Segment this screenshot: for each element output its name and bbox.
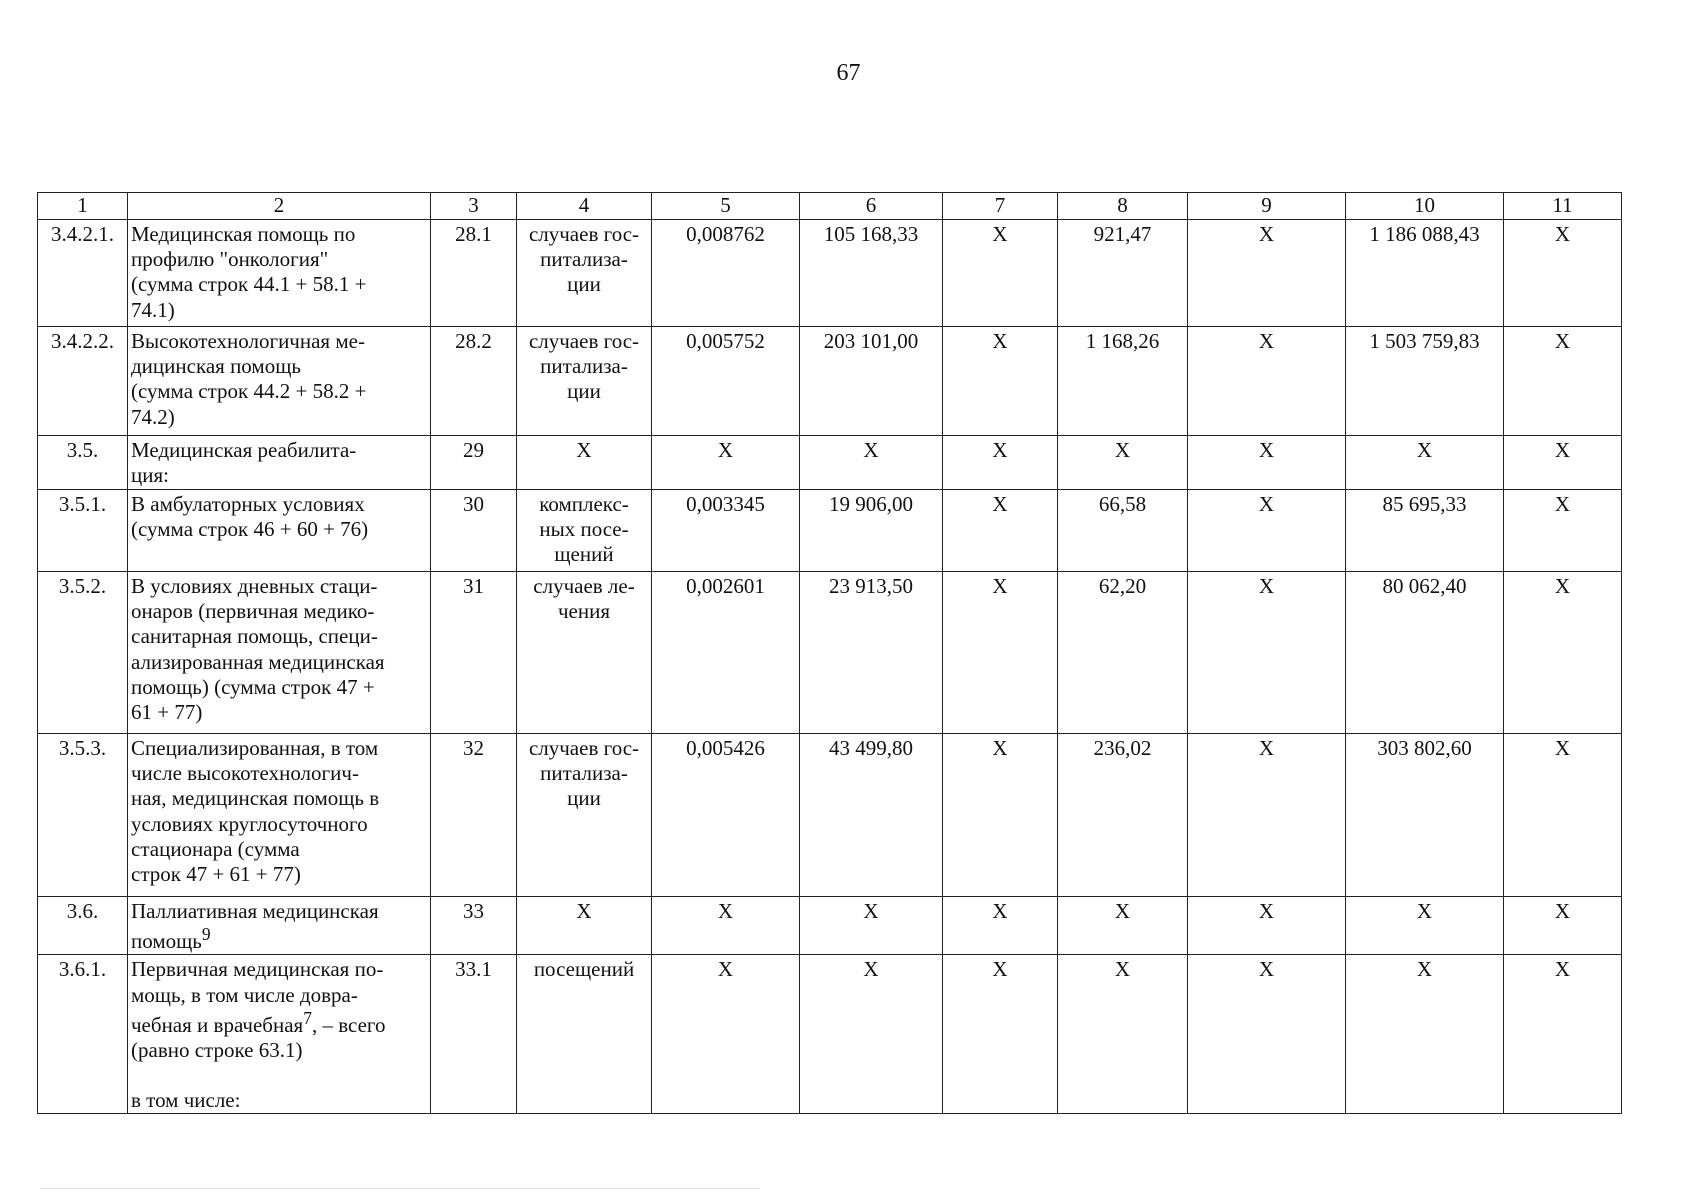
unit-line: ции [567, 786, 601, 811]
row-line-number-cell: 30 [431, 490, 517, 572]
value-cell-col11: X [1504, 955, 1622, 1114]
name-line: Специализированная, в том [131, 736, 379, 760]
unit-line: случаев гос- [528, 222, 640, 246]
column-number-cell: 10 [1346, 193, 1504, 220]
value-cell-col6: 23 913,50 [800, 572, 943, 734]
value-cell-col11: X [1504, 490, 1622, 572]
value-cell-col9: X [1188, 734, 1346, 897]
name-line: строк 47 + 61 + 77) [131, 861, 301, 886]
row-name-cell [128, 734, 431, 897]
value-cell-col7: X [943, 490, 1058, 572]
column-number-cell: 11 [1504, 193, 1622, 220]
value-cell-col11: X [1504, 436, 1622, 490]
row-name-cell [128, 220, 431, 327]
value-cell-col9: X [1188, 572, 1346, 734]
value-cell-col6: 19 906,00 [800, 490, 943, 572]
value-cell-col7: X [943, 572, 1058, 734]
name-line: помощь) (сумма строк 47 + [131, 674, 375, 699]
column-number-cell: 8 [1058, 193, 1188, 220]
value-cell-col8: 62,20 [1058, 572, 1188, 734]
unit-line: ции [567, 272, 601, 297]
value-cell-col5: 0,002601 [652, 572, 800, 734]
name-line: санитарная помощь, специ- [131, 624, 378, 649]
row-unit-cell [517, 734, 652, 897]
name-text: , – всего [311, 1012, 386, 1037]
value-cell-col6: X [800, 897, 943, 955]
name-line: (сумма строк 46 + 60 + 76) [131, 517, 369, 542]
column-number-cell: 7 [943, 193, 1058, 220]
name-line: 74.2) [131, 404, 175, 429]
value-cell-col6: X [800, 436, 943, 490]
value-cell-col6: 43 499,80 [800, 734, 943, 897]
value-cell-col10: X [1346, 955, 1504, 1114]
value-cell-col10: 85 695,33 [1346, 490, 1504, 572]
column-number-cell: 3 [431, 193, 517, 220]
name-line: мощь, в том числе довра- [131, 982, 358, 1007]
name-line: онаров (первичная медико- [131, 599, 375, 624]
value-cell-col7: X [943, 734, 1058, 897]
value-cell-col10: 303 802,60 [1346, 734, 1504, 897]
page-number: 67 [836, 60, 861, 86]
column-number-cell: 9 [1188, 193, 1346, 220]
row-name-cell [128, 897, 431, 955]
unit-line: случаев ле- [533, 574, 635, 598]
unit-line: питализа- [540, 354, 628, 379]
value-cell-col6: X [800, 955, 943, 1114]
footer-scan-line [40, 1188, 760, 1189]
table-row [38, 572, 1622, 734]
value-cell-col11: X [1504, 327, 1622, 436]
unit-line: X [576, 438, 592, 462]
name-line: В условиях дневных стаци- [131, 574, 378, 598]
name-line: Медицинская помощь по [131, 222, 356, 246]
table-row [38, 734, 1622, 897]
row-id-cell: 3.5.2. [38, 572, 128, 734]
name-line [131, 1008, 427, 1038]
value-cell-col10: 1 503 759,83 [1346, 327, 1504, 436]
table-row [38, 220, 1622, 327]
table-row [38, 436, 1622, 490]
row-name-cell [128, 490, 431, 572]
column-number-row [38, 193, 1622, 220]
row-id-cell: 3.5.3. [38, 734, 128, 897]
unit-line: ных посе- [539, 517, 629, 542]
row-line-number-cell: 28.1 [431, 220, 517, 327]
row-line-number-cell: 28.2 [431, 327, 517, 436]
name-line: в том числе: [131, 1088, 241, 1113]
value-cell-col5: 0,003345 [652, 490, 800, 572]
unit-line: ции [567, 379, 601, 404]
value-cell-col10: 80 062,40 [1346, 572, 1504, 734]
value-cell-col10: 1 186 088,43 [1346, 220, 1504, 327]
value-cell-col8: 66,58 [1058, 490, 1188, 572]
value-cell-col5: X [652, 955, 800, 1114]
row-unit-cell [517, 436, 652, 490]
name-text: чебная и врачебная [131, 1012, 304, 1037]
table-row [38, 897, 1622, 955]
name-line: ция: [131, 463, 169, 488]
name-line: (сумма строк 44.2 + 58.2 + [131, 379, 367, 404]
value-cell-col8: X [1058, 897, 1188, 955]
value-cell-col9: X [1188, 955, 1346, 1114]
name-line: дицинская помощь [131, 354, 301, 379]
row-line-number-cell: 33.1 [431, 955, 517, 1114]
column-number-cell: 1 [38, 193, 128, 220]
value-cell-col11: X [1504, 897, 1622, 955]
table-row [38, 955, 1622, 1114]
value-cell-col8: 1 168,26 [1058, 327, 1188, 436]
value-cell-col8: 921,47 [1058, 220, 1188, 327]
value-cell-col11: X [1504, 220, 1622, 327]
unit-line: X [576, 899, 592, 923]
footnote-mark: 7 [303, 1007, 312, 1028]
row-id-cell: 3.4.2.1. [38, 220, 128, 327]
name-line: условиях круглосуточного [131, 811, 368, 836]
footnote-mark: 9 [201, 924, 211, 945]
row-line-number-cell: 32 [431, 734, 517, 897]
row-id-cell: 3.6. [38, 897, 128, 955]
table-row [38, 327, 1622, 436]
row-unit-cell [517, 955, 652, 1114]
value-cell-col8: 236,02 [1058, 734, 1188, 897]
name-line [131, 924, 427, 954]
row-line-number-cell: 33 [431, 897, 517, 955]
value-cell-col5: 0,008762 [652, 220, 800, 327]
unit-line: питализа- [540, 761, 628, 786]
value-cell-col11: X [1504, 734, 1622, 897]
value-cell-col5: 0,005752 [652, 327, 800, 436]
value-cell-col9: X [1188, 220, 1346, 327]
unit-line: щений [554, 542, 614, 567]
row-unit-cell [517, 327, 652, 436]
name-line: Первичная медицинская по- [131, 957, 384, 982]
value-cell-col7: X [943, 220, 1058, 327]
name-line: Высокотехнологичная ме- [131, 329, 365, 353]
row-line-number-cell: 29 [431, 436, 517, 490]
value-cell-col7: X [943, 955, 1058, 1114]
value-cell-col5: X [652, 897, 800, 955]
name-line: ализированная медицинская [131, 649, 385, 674]
unit-line: случаев гос- [528, 329, 640, 353]
value-cell-col9: X [1188, 897, 1346, 955]
row-unit-cell [517, 572, 652, 734]
row-unit-cell [517, 490, 652, 572]
name-line: ная, медицинская помощь в [131, 786, 380, 811]
name-line: числе высокотехнологич- [131, 761, 359, 786]
name-line: Медицинская реабилита- [131, 438, 357, 462]
name-line: 61 + 77) [131, 699, 203, 724]
column-number-cell: 4 [517, 193, 652, 220]
value-cell-col9: X [1188, 490, 1346, 572]
column-number-cell: 5 [652, 193, 800, 220]
name-line: профилю "онкология" [131, 247, 329, 272]
name-line: (равно строке 63.1) [131, 1037, 303, 1062]
row-id-cell: 3.4.2.2. [38, 327, 128, 436]
value-cell-col8: X [1058, 955, 1188, 1114]
row-unit-cell [517, 897, 652, 955]
row-name-cell [128, 436, 431, 490]
row-id-cell: 3.5. [38, 436, 128, 490]
row-name-cell [128, 955, 431, 1114]
row-name-cell [128, 572, 431, 734]
value-cell-col9: X [1188, 327, 1346, 436]
unit-line: случаев гос- [528, 736, 640, 760]
value-cell-col9: X [1188, 436, 1346, 490]
value-cell-col5: X [652, 436, 800, 490]
row-line-number-cell: 31 [431, 572, 517, 734]
line-gap [131, 1063, 427, 1088]
row-unit-cell [517, 220, 652, 327]
unit-line: посещений [533, 957, 635, 982]
row-id-cell: 3.6.1. [38, 955, 128, 1114]
value-cell-col10: X [1346, 436, 1504, 490]
unit-line: питализа- [540, 247, 628, 272]
name-line: 74.1) [131, 297, 175, 322]
value-cell-col7: X [943, 897, 1058, 955]
name-line: В амбулаторных условиях [131, 492, 365, 516]
value-cell-col6: 105 168,33 [800, 220, 943, 327]
name-line: (сумма строк 44.1 + 58.1 + [131, 272, 367, 297]
value-cell-col5: 0,005426 [652, 734, 800, 897]
value-cell-col7: X [943, 436, 1058, 490]
value-cell-col11: X [1504, 572, 1622, 734]
name-text: помощь [131, 929, 202, 954]
name-line: Паллиативная медицинская [131, 899, 379, 923]
row-id-cell: 3.5.1. [38, 490, 128, 572]
name-line: стационара (сумма [131, 836, 300, 861]
column-number-cell: 2 [128, 193, 431, 220]
tariff-table [37, 192, 1622, 1114]
value-cell-col7: X [943, 327, 1058, 436]
table-row [38, 490, 1622, 572]
value-cell-col6: 203 101,00 [800, 327, 943, 436]
column-number-cell: 6 [800, 193, 943, 220]
row-name-cell [128, 327, 431, 436]
value-cell-col8: X [1058, 436, 1188, 490]
unit-line: чения [557, 599, 611, 624]
value-cell-col10: X [1346, 897, 1504, 955]
unit-line: комплекс- [539, 492, 629, 516]
